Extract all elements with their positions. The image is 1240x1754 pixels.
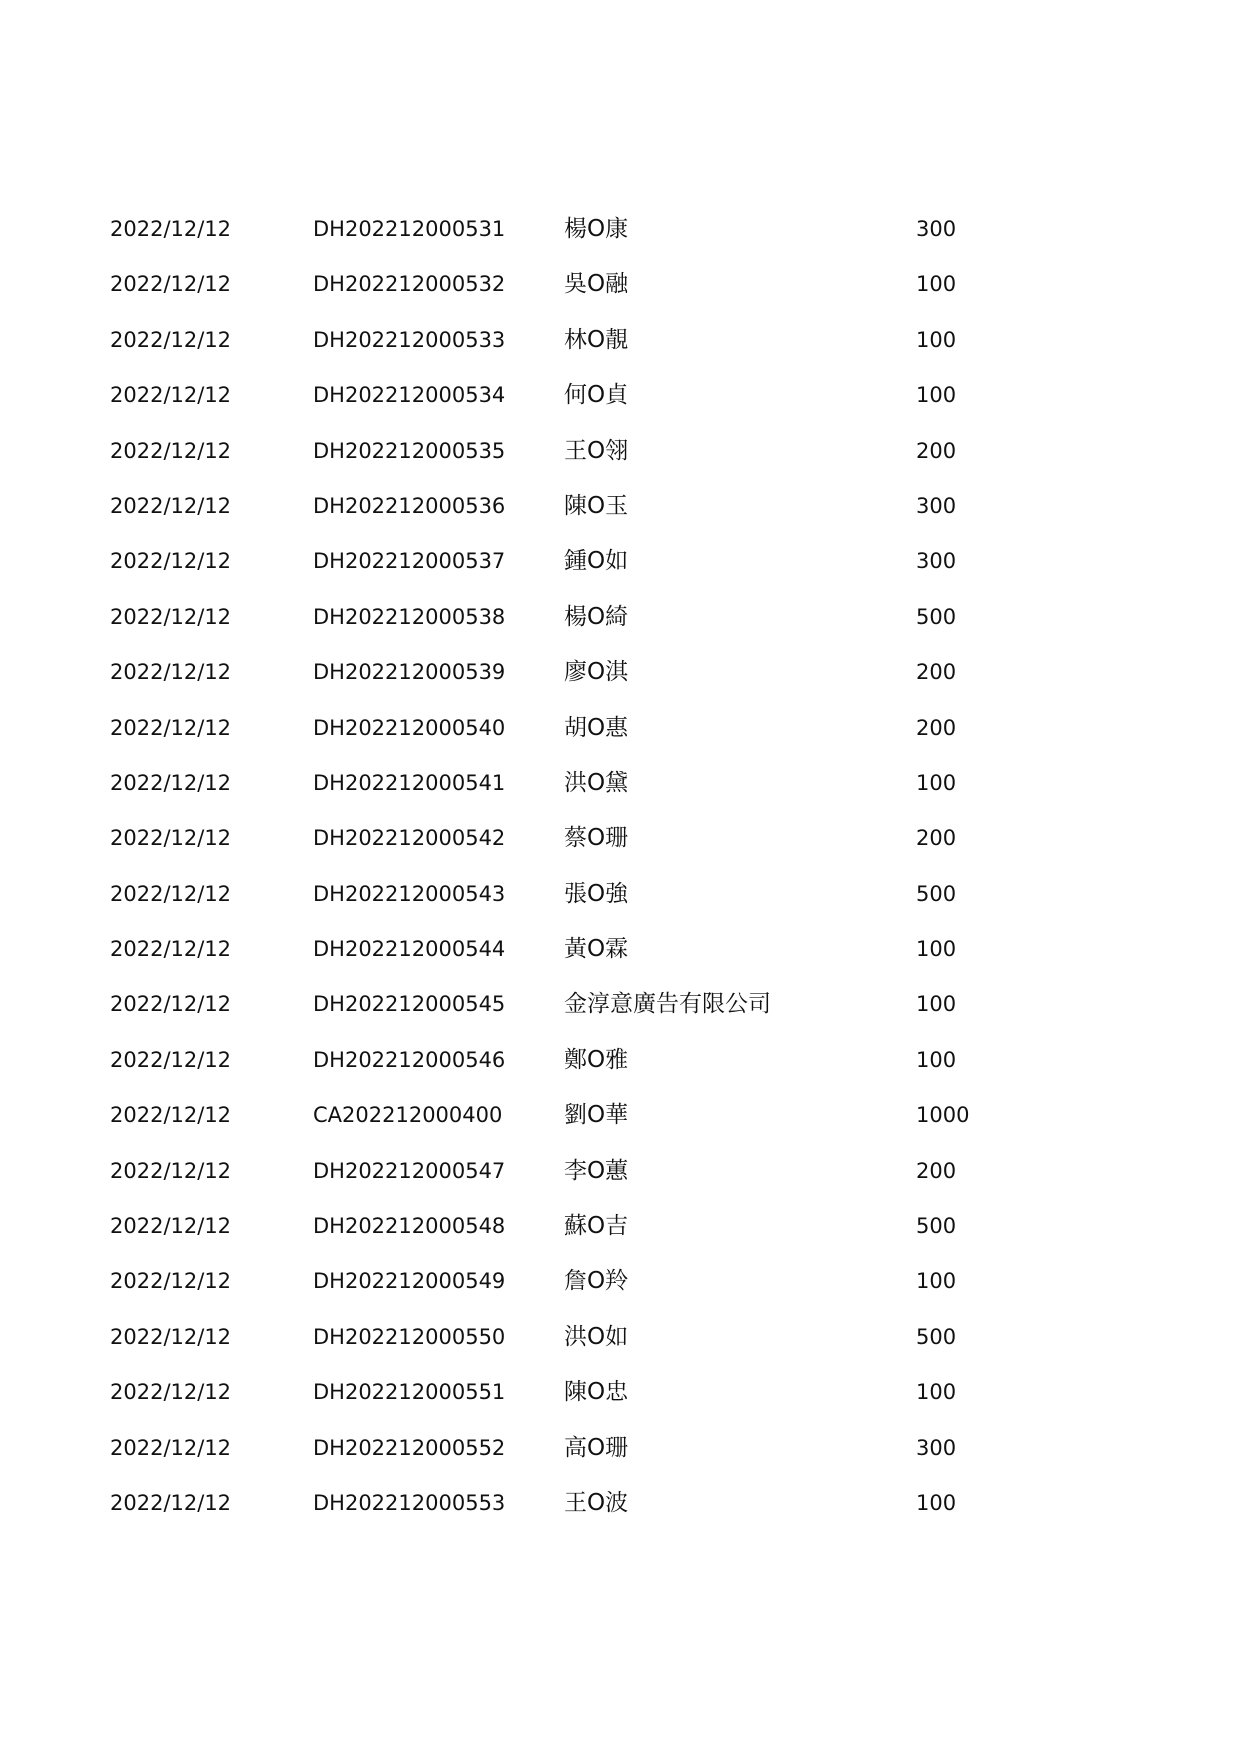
record-name: 黃O霖 — [564, 936, 629, 963]
record-date: 2022/12/12 — [110, 1269, 232, 1294]
record-date: 2022/12/12 — [110, 217, 232, 241]
record-row — [0, 270, 1240, 325]
record-name: 洪O如 — [564, 1323, 629, 1350]
record-id: DH202212000553 — [313, 1490, 506, 1515]
record-row — [0, 769, 1240, 824]
record-date: 2022/12/12 — [110, 881, 232, 906]
record-name: 高O珊 — [564, 1434, 629, 1461]
record-row — [0, 658, 1240, 713]
record-id: DH202212000552 — [313, 1435, 506, 1460]
record-name: 林O靚 — [564, 326, 629, 353]
record-id: DH202212000550 — [313, 1324, 506, 1349]
record-name: 劉O華 — [564, 1102, 629, 1129]
record-row — [0, 1434, 1240, 1489]
record-name: 何O貞 — [564, 382, 629, 409]
record-date: 2022/12/12 — [110, 493, 232, 518]
record-date: 2022/12/12 — [110, 715, 232, 740]
record-amount: 200 — [916, 826, 957, 851]
record-amount: 100 — [916, 1490, 957, 1515]
record-name: 詹O羚 — [564, 1268, 629, 1295]
record-id: DH202212000545 — [313, 992, 506, 1017]
record-row — [0, 1378, 1240, 1433]
record-row — [0, 935, 1240, 990]
record-name: 蔡O珊 — [564, 825, 629, 852]
record-id: DH202212000535 — [313, 438, 506, 463]
record-id: DH202212000547 — [313, 1158, 506, 1183]
record-row — [0, 547, 1240, 602]
record-row — [0, 1101, 1240, 1156]
record-row — [0, 1157, 1240, 1212]
record-amount: 500 — [916, 604, 957, 629]
record-name: 廖O淇 — [564, 659, 629, 686]
record-row — [0, 492, 1240, 547]
record-date: 2022/12/12 — [110, 1380, 232, 1405]
record-date: 2022/12/12 — [110, 1324, 232, 1349]
record-id: CA202212000400 — [313, 1103, 503, 1128]
record-amount: 100 — [916, 327, 957, 352]
record-date: 2022/12/12 — [110, 1490, 232, 1515]
record-row — [0, 880, 1240, 935]
record-name: 陳O玉 — [564, 492, 629, 519]
record-row — [0, 1267, 1240, 1322]
record-id: DH202212000531 — [313, 217, 506, 241]
record-id: DH202212000536 — [313, 493, 506, 518]
record-amount: 200 — [916, 1158, 957, 1183]
record-id: DH202212000533 — [313, 327, 506, 352]
record-name: 吳O融 — [564, 271, 629, 298]
record-date: 2022/12/12 — [110, 327, 232, 352]
record-row — [0, 326, 1240, 381]
record-row — [0, 215, 1240, 270]
record-amount: 100 — [916, 272, 957, 297]
record-row — [0, 381, 1240, 436]
record-id: DH202212000532 — [313, 272, 506, 297]
record-amount: 500 — [916, 1324, 957, 1349]
record-date: 2022/12/12 — [110, 1435, 232, 1460]
record-id: DH202212000539 — [313, 660, 506, 685]
record-id: DH202212000541 — [313, 770, 506, 795]
record-amount: 100 — [916, 1047, 957, 1072]
record-amount: 100 — [916, 1380, 957, 1405]
record-name: 蘇O吉 — [564, 1213, 629, 1240]
record-date: 2022/12/12 — [110, 770, 232, 795]
record-id: DH202212000551 — [313, 1380, 506, 1405]
record-amount: 300 — [916, 1435, 957, 1460]
record-amount: 200 — [916, 715, 957, 740]
record-name: 洪O黛 — [564, 769, 629, 796]
record-id: DH202212000540 — [313, 715, 506, 740]
record-amount: 1000 — [916, 1103, 970, 1128]
record-amount: 100 — [916, 770, 957, 795]
record-amount: 500 — [916, 1214, 957, 1239]
record-row — [0, 714, 1240, 769]
record-id: DH202212000534 — [313, 383, 506, 408]
record-name: 張O強 — [564, 880, 629, 907]
record-date: 2022/12/12 — [110, 1103, 232, 1128]
record-row — [0, 990, 1240, 1045]
record-date: 2022/12/12 — [110, 1047, 232, 1072]
record-amount: 300 — [916, 217, 957, 241]
record-row — [0, 1046, 1240, 1101]
record-name: 王O波 — [564, 1489, 629, 1516]
record-amount: 300 — [916, 549, 957, 574]
record-id: DH202212000546 — [313, 1047, 506, 1072]
record-row — [0, 824, 1240, 879]
record-name: 鄭O雅 — [564, 1046, 629, 1073]
record-amount: 100 — [916, 1269, 957, 1294]
record-row — [0, 1323, 1240, 1378]
record-row — [0, 1489, 1240, 1544]
record-name: 李O蕙 — [564, 1157, 629, 1184]
record-date: 2022/12/12 — [110, 549, 232, 574]
record-row — [0, 1212, 1240, 1267]
record-amount: 100 — [916, 937, 957, 962]
record-date: 2022/12/12 — [110, 383, 232, 408]
record-date: 2022/12/12 — [110, 826, 232, 851]
record-date: 2022/12/12 — [110, 1214, 232, 1239]
record-id: DH202212000548 — [313, 1214, 506, 1239]
record-name: 胡O惠 — [564, 714, 629, 741]
record-name: 陳O忠 — [564, 1379, 629, 1406]
record-name: 鍾O如 — [564, 548, 629, 575]
record-amount: 200 — [916, 660, 957, 685]
record-amount: 500 — [916, 881, 957, 906]
record-name: 金淳意廣告有限公司 — [564, 991, 771, 1018]
record-date: 2022/12/12 — [110, 992, 232, 1017]
record-id: DH202212000538 — [313, 604, 506, 629]
record-amount: 300 — [916, 493, 957, 518]
record-name: 王O翎 — [564, 437, 629, 464]
record-date: 2022/12/12 — [110, 604, 232, 629]
record-date: 2022/12/12 — [110, 438, 232, 463]
record-date: 2022/12/12 — [110, 937, 232, 962]
record-id: DH202212000542 — [313, 826, 506, 851]
record-date: 2022/12/12 — [110, 272, 232, 297]
record-id: DH202212000544 — [313, 937, 506, 962]
record-name: 楊O康 — [564, 216, 629, 242]
record-id: DH202212000537 — [313, 549, 506, 574]
record-id: DH202212000549 — [313, 1269, 506, 1294]
record-amount: 200 — [916, 438, 957, 463]
record-amount: 100 — [916, 992, 957, 1017]
record-row — [0, 437, 1240, 492]
record-name: 楊O綺 — [564, 603, 629, 630]
record-date: 2022/12/12 — [110, 660, 232, 685]
record-amount: 100 — [916, 383, 957, 408]
record-id: DH202212000543 — [313, 881, 506, 906]
record-date: 2022/12/12 — [110, 1158, 232, 1183]
record-row — [0, 603, 1240, 658]
donation-records-list — [0, 215, 1240, 1544]
